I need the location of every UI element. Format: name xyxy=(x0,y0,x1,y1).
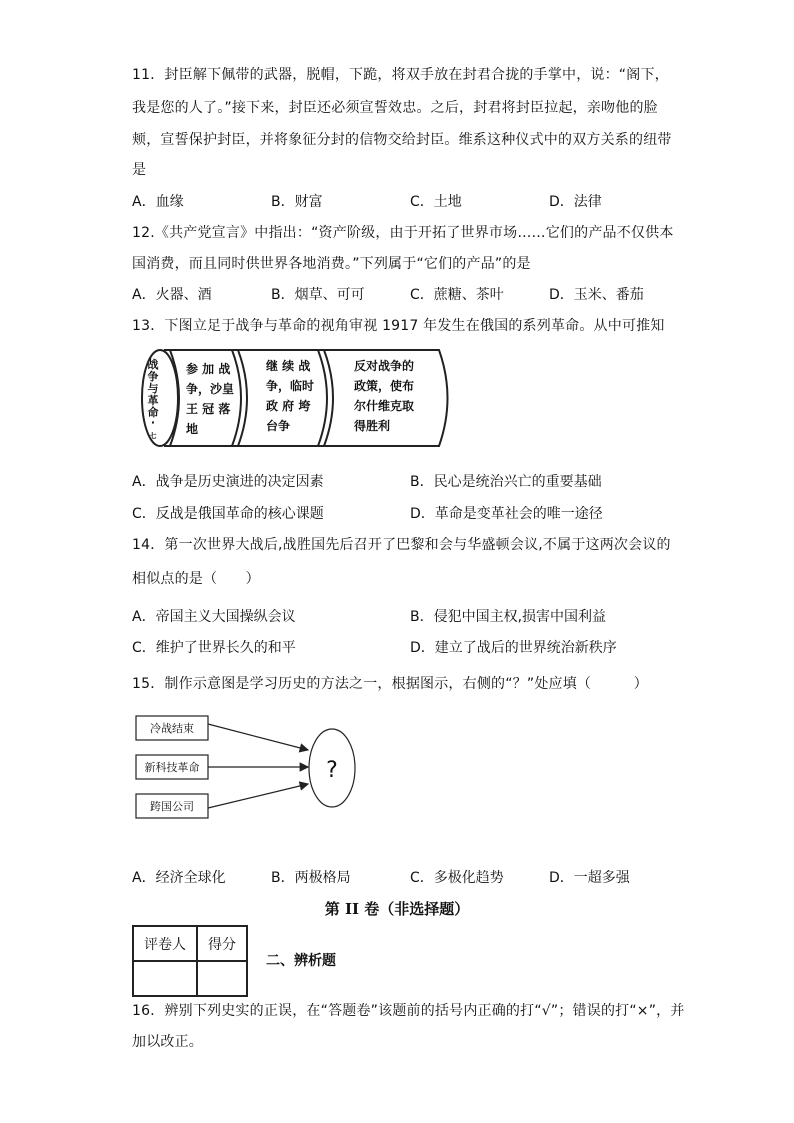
q13-scroll-figure xyxy=(134,346,464,454)
score-table xyxy=(132,925,248,997)
q15-line-1: 15．制作示意图是学习历史的方法之一，根据图示，右侧的“？”处应填（ ） xyxy=(132,676,648,692)
part-two-title: 第 II 卷（非选择题） xyxy=(324,900,470,918)
diagram-box-multinational: 跨国公司 xyxy=(150,800,194,813)
scroll-side-char-2: 争 xyxy=(147,370,159,383)
scroll-side-char-4: 革 xyxy=(147,394,159,407)
score-cell-score[interactable] xyxy=(197,961,247,996)
scroll-side-char-6: · xyxy=(150,416,156,429)
q15-option-b: B．两极格局 xyxy=(271,870,351,886)
score-cell-grader[interactable] xyxy=(133,961,197,996)
score-header-grader: 评卷人 xyxy=(133,926,197,961)
q12-option-d: D．玉米、番茄 xyxy=(549,287,644,303)
scroll-side-char-5: 命 xyxy=(147,406,159,419)
q15-option-a: A．经济全球化 xyxy=(132,870,226,886)
q14-line-1: 14．第一次世界大战后,战胜国先后召开了巴黎和会与华盛顿会议,不属于这两次会议的 xyxy=(132,537,671,553)
q12-option-a: A．火器、酒 xyxy=(132,287,212,303)
q15-option-c: C．多极化趋势 xyxy=(410,870,504,886)
scroll-side-char-1: 战 xyxy=(147,358,159,371)
q16-line-1: 16．辨别下列史实的正误，在“答题卷”该题前的括号内正确的打“√”；错误的打“×”，并 xyxy=(132,1003,685,1019)
scroll-seg2-line-3: 政 府 垮 xyxy=(266,399,311,413)
q11-option-d: D．法律 xyxy=(549,194,602,210)
q14-option-b: B．侵犯中国主权,损害中国利益 xyxy=(410,609,607,625)
scroll-side-char-7: 七 xyxy=(149,432,157,440)
q13-option-c: C．反战是俄国革命的核心课题 xyxy=(132,506,324,522)
q13-option-d: D．革命是变革社会的唯一途径 xyxy=(410,506,603,522)
diagram-box-cold-war-end: 冷战结束 xyxy=(150,722,194,735)
q13-line-1: 13．下图立足于战争与革命的视角审视 1917 年发生在俄国的系列革命。从中可推知 xyxy=(132,318,665,334)
q13-option-a: A．战争是历史演进的决定因素 xyxy=(132,474,324,490)
q13-option-b: B．民心是统治兴亡的重要基础 xyxy=(410,474,602,490)
section-heading: 二、辨析题 xyxy=(266,953,336,969)
q14-line-2: 相似点的是（ ） xyxy=(132,571,260,587)
scroll-seg3-line-3: 尔什维克取 xyxy=(354,399,415,413)
scroll-seg1-line-2: 争，沙皇 xyxy=(186,382,235,396)
scroll-seg2-line-1: 继 续 战 xyxy=(266,359,311,373)
diagram-box-new-tech-revolution: 新科技革命 xyxy=(144,761,200,774)
q11-line-2: 我是您的人了。”接下来，封臣还必须宣誓效忠。之后，封君将封臣拉起，亲吻他的脸 xyxy=(132,100,658,116)
q11-line-4: 是 xyxy=(132,162,147,178)
q14-option-d: D．建立了战后的世界统治新秩序 xyxy=(410,640,617,656)
score-header-score: 得分 xyxy=(197,926,247,961)
scroll-seg1-line-4: 地 xyxy=(186,422,199,436)
q12-line-2: 国消费，而且同时供世界各地消费。”下列属于“它们的产品”的是 xyxy=(132,256,531,272)
scroll-seg3-line-4: 得胜利 xyxy=(354,419,391,433)
q12-option-b: B．烟草、可可 xyxy=(271,287,365,303)
scroll-seg3-line-1: 反对战争的 xyxy=(354,359,415,373)
scroll-seg1-line-3: 王 冠 落 xyxy=(186,402,231,416)
q15-option-d: D．一超多强 xyxy=(549,870,630,886)
q16-line-2: 加以改正。 xyxy=(132,1034,203,1050)
q14-option-c: C．维护了世界长久的和平 xyxy=(132,640,296,656)
scroll-side-char-3: 与 xyxy=(147,382,159,395)
diagram-question-mark: ? xyxy=(326,758,338,783)
scroll-seg2-line-4: 台争 xyxy=(266,419,291,433)
q12-option-c: C．蔗糖、茶叶 xyxy=(410,287,504,303)
q11-option-b: B．财富 xyxy=(271,194,323,210)
q11-line-3: 颊，宣誓保护封臣，并将象征分封的信物交给封臣。维系这种仪式中的双方关系的纽带 xyxy=(132,132,672,148)
q12-line-1: 12.《共产党宣言》中指出：“资产阶级，由于开拓了世界市场……它们的产品不仅供本 xyxy=(132,225,674,241)
scroll-seg1-line-1: 参 加 战 xyxy=(186,362,231,376)
q11-line-1: 11．封臣解下佩带的武器，脱帽，下跪，将双手放在封君合拢的手掌中，说：“阁下， xyxy=(132,67,669,83)
scroll-seg3-line-2: 政策，使布 xyxy=(354,379,415,393)
q11-option-c: C．土地 xyxy=(410,194,462,210)
q15-diagram xyxy=(134,710,394,822)
q14-option-a: A．帝国主义大国操纵会议 xyxy=(132,609,296,625)
q11-option-a: A．血缘 xyxy=(132,194,184,210)
scroll-seg2-line-2: 争，临时 xyxy=(266,379,315,393)
